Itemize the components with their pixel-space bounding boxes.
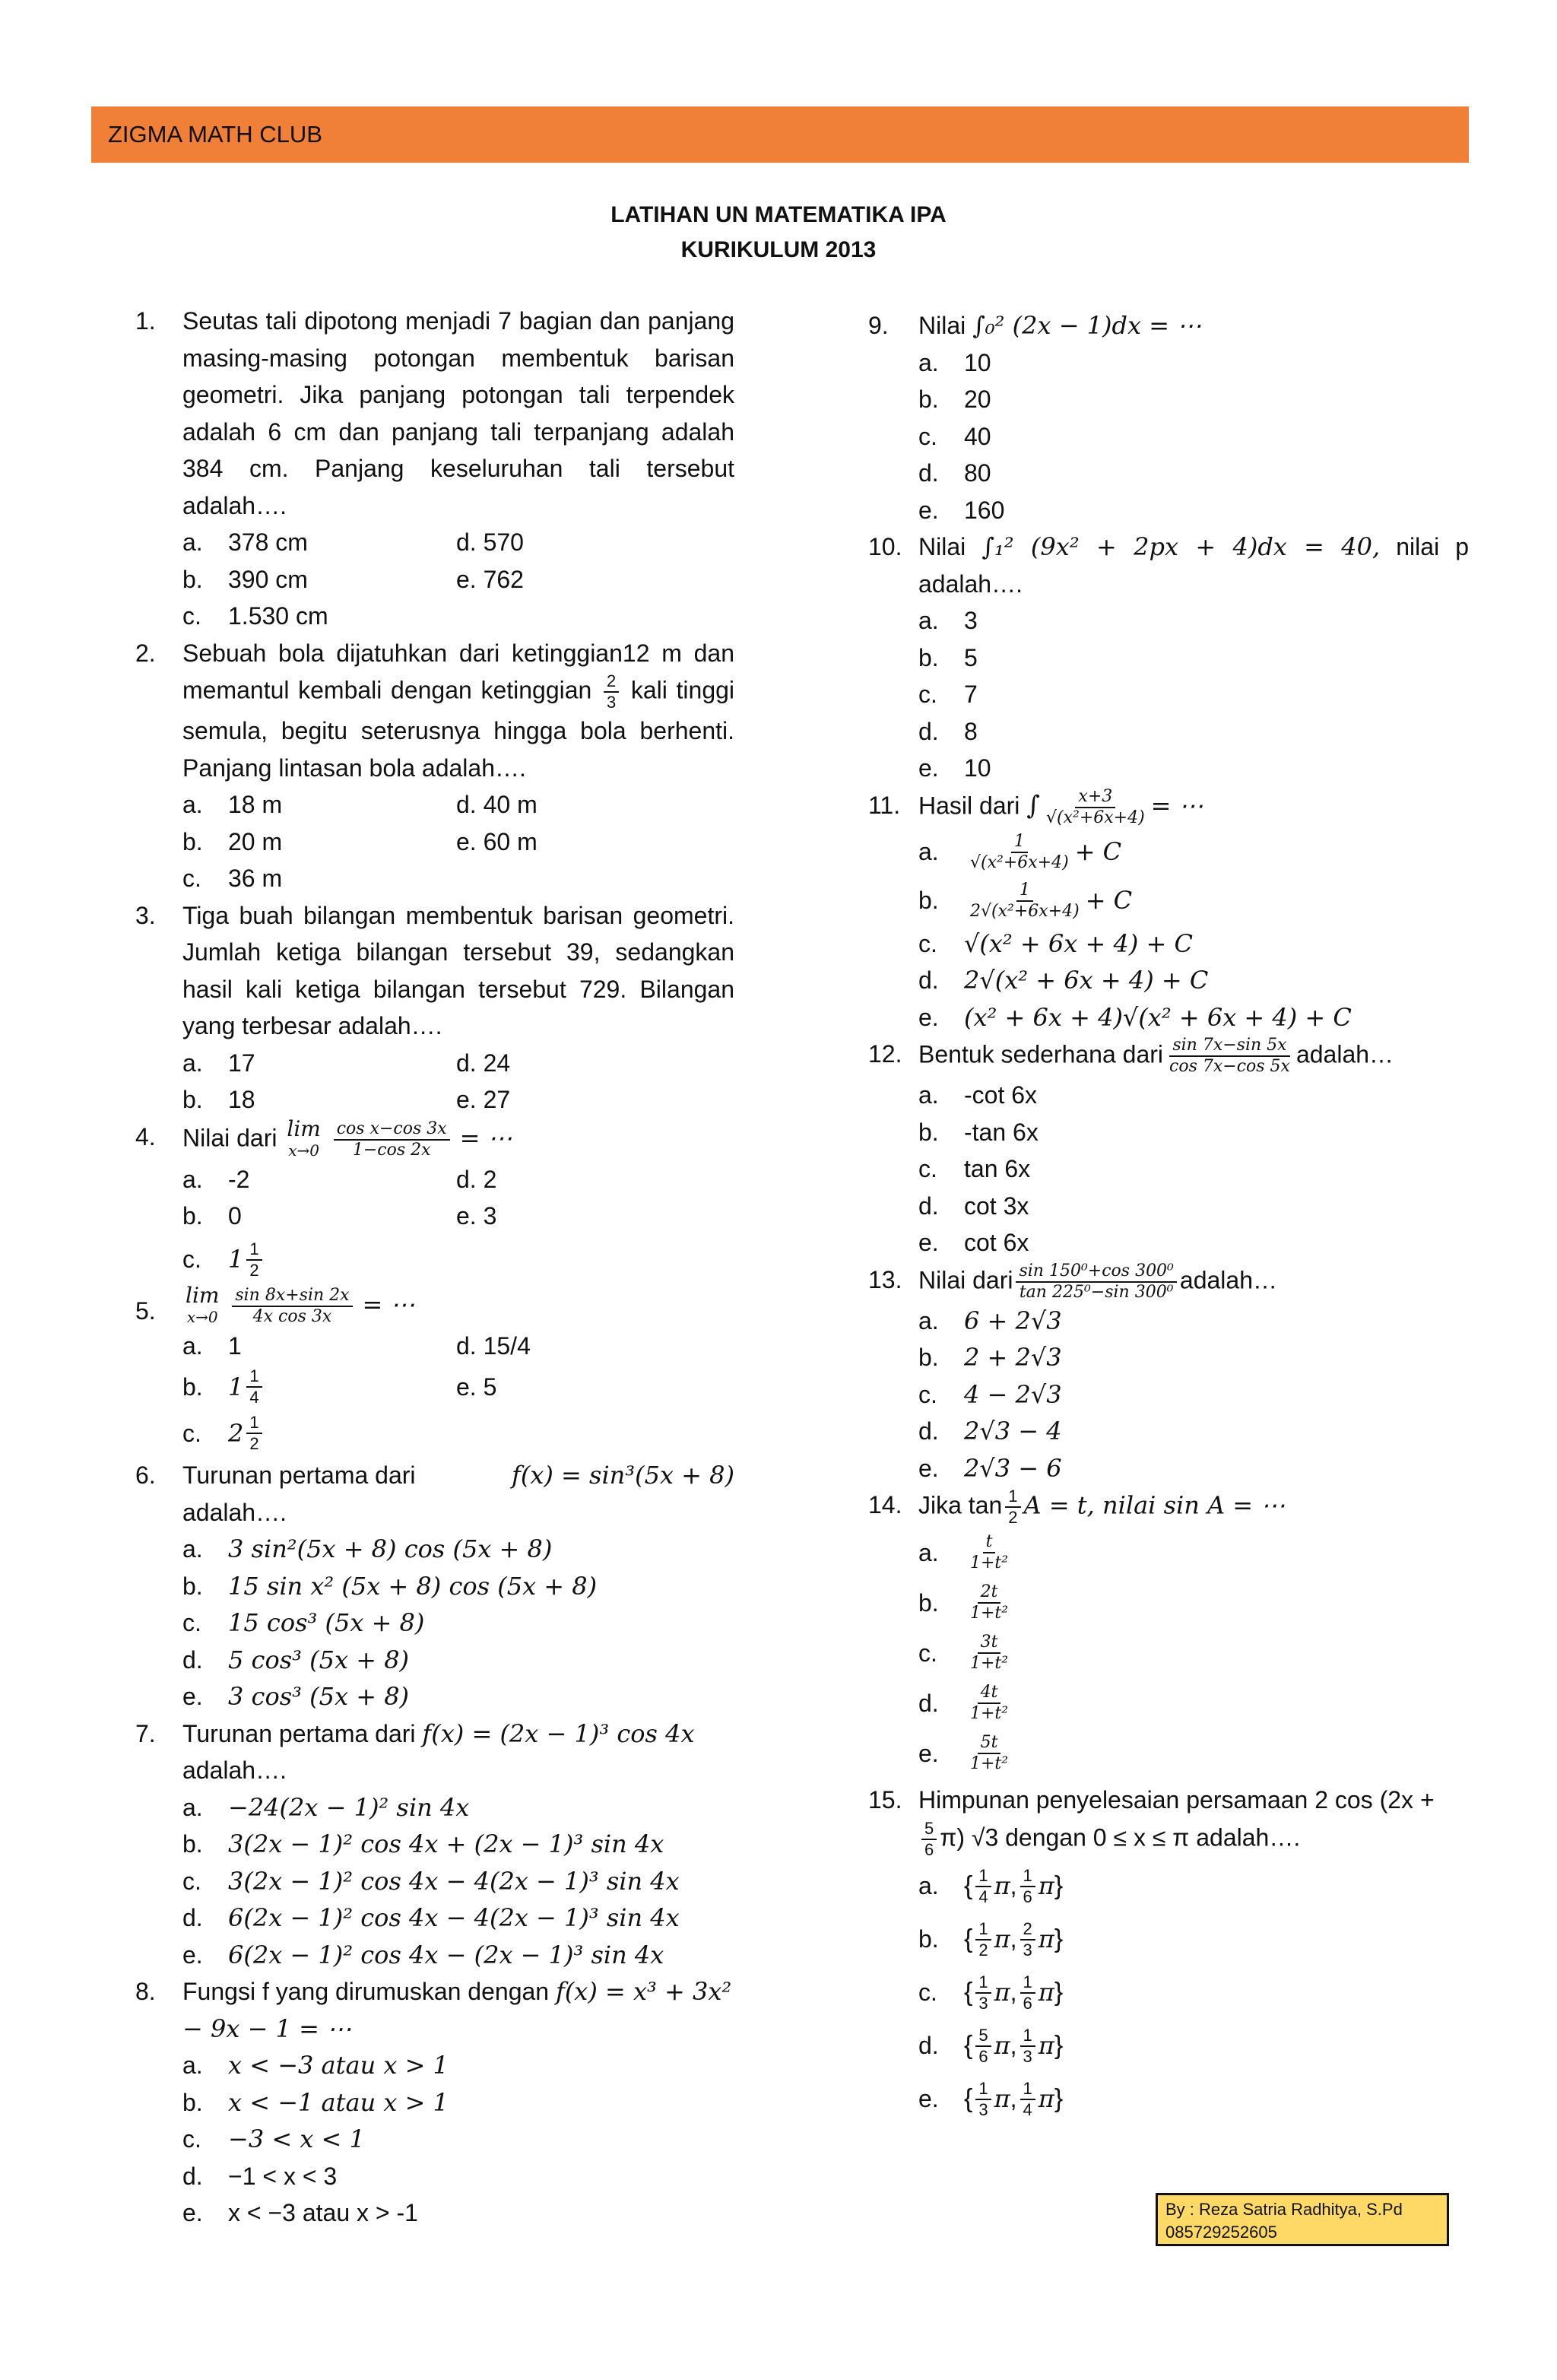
question-text: Bentuk sederhana dari $\frac{\sin 7x-\sin 5x}{\cos 7x-\cos 5x}$ adalah… bbox=[918, 1036, 1394, 1076]
option-b: 5 bbox=[964, 643, 978, 671]
option-c: 4 − 2√3 bbox=[964, 1379, 1062, 1409]
options: a. -2 d. 2 b. 0 e. 3 c. 1 $\frac{1}{2}$ bbox=[182, 1161, 734, 1285]
options: a. 1 d. 15/4 b. 1 $\frac{1}{4}$ e. 5 c. 2 $\frac{1}{2}$ bbox=[182, 1328, 734, 1458]
question-4: 4. Nilai dari lim x→0 $\frac{\text{cos x−cos 3x}}{1-\cos 2x}$ = ⋯ a. -2 d. 2 b. 0 e. 3 c. 1 $\frac{1}{2}$ bbox=[135, 1119, 734, 1285]
question-10: 10. Nilai ∫₁² (9x² + 2px + 4)dx = 40, nilai p adalah…. a. 3 b. 5 c. 7 d. 8 e. 10 bbox=[868, 528, 1469, 787]
option-d: −1 < x < 3 bbox=[228, 2162, 338, 2190]
option-c: c. { $\frac{1}{3}$ π , $\frac{1}{6}$ π } bbox=[918, 1972, 1064, 2013]
option-d: 2√3 − 4 bbox=[964, 1417, 1062, 1445]
option-b: $\frac{1}{\text{2√(x²+6x+4)}}$ bbox=[970, 880, 1080, 921]
option-d: 5 cos³ (5x + 8) bbox=[228, 1645, 410, 1674]
option-a: x < −3 atau x > 1 bbox=[228, 2051, 449, 2080]
question-text: Sebuah bola dijatuhkan dari ketinggian12 m dan memantul kembali dengan ketinggian $\frac{2}{3}$ kali tinggi semula, begitu seterusnya hingga bola berhenti. Panjang lintasan bola adalah…. bbox=[182, 639, 735, 782]
question-11: 11. Hasil dari ∫ $\frac{x+3}{\text{√(x²+6x+4)}}$ = ⋯ a. $\frac{1}{\text{√(x²+6x+4)}}$ + C b. $\frac{1}{\text{2√(x²+6x+4)}}$ + C c. √(x² + 6x + 4) + C d. 2√(x² + 6x + 4) + C e. (x² + 6x + 4)√(x² + 6x + 4) + C bbox=[868, 787, 1469, 1036]
author-name: By : Reza Satria Radhitya, S.Pd bbox=[1165, 2200, 1403, 2219]
fraction: $\frac{2}{3}$ bbox=[604, 671, 619, 712]
option-d: d. 40 m bbox=[456, 791, 537, 818]
option-d: 80 bbox=[964, 459, 991, 487]
option-a: 378 cm bbox=[228, 528, 308, 556]
question-8: 8. Fungsi f yang dirumuskan dengan f(x) = x³ + 3x² − 9x − 1 = ⋯ a. x < −3 atau x > 1 b. x < −1 atau x > 1 c. −3 < x < 1 d. −1 < x < 3 e. x < −3 atau x > -1 bbox=[135, 1973, 734, 2232]
options: a. 378 cm d. 570 b. 390 cm e. 762 c. 1.530 cm bbox=[182, 524, 734, 635]
club-name: ZIGMA MATH CLUB bbox=[108, 121, 322, 148]
option-c: 15 cos³ (5x + 8) bbox=[228, 1608, 425, 1637]
option-c: 40 bbox=[964, 422, 991, 450]
question-text: Tiga buah bilangan membentuk barisan geometri. Jumlah ketiga bilangan tersebut 39, sedangkan hasil kali ketiga bilangan tersebut 729. Bilangan yang terbesar adalah…. bbox=[182, 901, 734, 1039]
option-d: $\frac{4t}{\text{1+t²}}$ bbox=[970, 1683, 1009, 1723]
question-14: 14. Jika tan $\frac{1}{2}$ A = t, nilai sin A = ⋯ a. $\frac{t}{\text{1+t²}}$ b. $\frac{2t}{\text{1+t²}}$ c. $\frac{3t}{\text{1+t²}}$ d. $\frac{4t}{\text{1+t²}}$ e. $\frac{5t}{\text{1+t²}}$ bbox=[868, 1487, 1469, 1779]
question-3: 3. Tiga buah bilangan membentuk barisan geometri. Jumlah ketiga bilangan tersebut 39, sedangkan hasil kali ketiga bilangan tersebut 729. Bilangan yang terbesar adalah…. a. 17 d. 24 b. 18 e. 27 bbox=[135, 897, 734, 1119]
author-credit-box bbox=[1156, 2193, 1449, 2246]
option-d: d. { $\frac{5}{6}$ π , $\frac{1}{3}$ π } bbox=[918, 2025, 1064, 2066]
option-e: x < −3 atau x > -1 bbox=[228, 2199, 418, 2226]
question-text: Seutas tali dipotong menjadi 7 bagian dan panjang masing-masing potongan membentuk barisan geometri. Jika panjang potongan tali terpendek adalah 6 cm dan panjang tali terpanjang adalah 384 cm. Panjang keseluruhan tali tersebut adalah…. bbox=[182, 307, 734, 519]
question-1 bbox=[135, 303, 734, 635]
question-15: 15. Himpunan penyelesaian persamaan 2 cos (2x + $\frac{5}{6}$ π) √3 dengan 0 ≤ x ≤ π adalah…. a. { $\frac{1}{4}$ π , $\frac{1}{6}$ π } b. { $\frac{1}{2}$ π , $\frac{2}{3}$ π } c. { $\frac{1}{3}$ π , $\frac{1}{6}$ π } d. { $\frac{5}{6}$ π , $\frac{1}{3}$ π } e. { $\frac{1}{3}$ π , $\frac{1}{4}$ π } bbox=[868, 1782, 1469, 2126]
options: a. 18 m d. 40 m b. 20 m e. 60 m c. 36 m bbox=[182, 786, 734, 897]
option-c: −3 < x < 1 bbox=[228, 2125, 365, 2153]
option-a: 17 bbox=[228, 1049, 255, 1077]
question-7: 7. Turunan pertama dari f(x) = (2x − 1)³ cos 4x adalah…. a. −24(2x − 1)² sin 4x b. 3(2x − 1)² cos 4x + (2x − 1)³ sin 4x c. 3(2x − 1)² cos 4x − 4(2x − 1)³ sin 4x d. 6(2x − 1)² cos 4x − 4(2x − 1)³ sin 4x e. 6(2x − 1)² cos 4x − (2x − 1)³ sin 4x bbox=[135, 1715, 734, 1974]
option-c: √(x² + 6x + 4) + C bbox=[964, 928, 1193, 958]
option-e: 10 bbox=[964, 754, 991, 782]
option-c: tan 6x bbox=[964, 1155, 1031, 1182]
option-b: b. { $\frac{1}{2}$ π , $\frac{2}{3}$ π } bbox=[918, 1918, 1064, 1960]
option-b: 20 bbox=[964, 386, 991, 413]
option-d: 8 bbox=[964, 717, 978, 745]
option-a: 3 bbox=[964, 607, 978, 634]
option-e: cot 6x bbox=[964, 1229, 1029, 1256]
option-d: d. 24 bbox=[456, 1049, 511, 1077]
option-e: e. 60 m bbox=[456, 827, 537, 855]
question-6: 6. Turunan pertama dari f(x) = sin³(5x + 8) adalah…. a. 3 sin²(5x + 8) cos (5x + 8) b. 15 sin x² (5x + 8) cos (5x + 8) c. 15 cos³ (5x + 8) d. 5 cos³ (5x + 8) e. 3 cos³ (5x + 8) bbox=[135, 1457, 734, 1715]
option-c: 36 m bbox=[228, 865, 283, 892]
question-text: Fungsi f yang dirumuskan dengan f(x) = x³ + 3x² − 9x − 1 = ⋯ bbox=[182, 1977, 732, 2043]
option-a: 18 m bbox=[228, 791, 283, 818]
option-c: 1.530 cm bbox=[228, 602, 328, 630]
option-a: 6 + 2√3 bbox=[964, 1306, 1062, 1335]
option-d: cot 3x bbox=[964, 1192, 1029, 1220]
option-a: 10 bbox=[964, 348, 991, 376]
option-c: 7 bbox=[964, 681, 978, 708]
option-d: d. 2 bbox=[456, 1165, 497, 1193]
page-subtitle: KURIKULUM 2013 bbox=[680, 237, 877, 262]
question-text: Jika tan $\frac{1}{2}$ A = t, nilai sin A = ⋯ bbox=[918, 1487, 1286, 1527]
option-e: e. { $\frac{1}{3}$ π , $\frac{1}{4}$ π } bbox=[918, 2078, 1064, 2119]
option-a: 3 sin²(5x + 8) cos (5x + 8) bbox=[228, 1534, 553, 1563]
author-phone: 085729252605 bbox=[1165, 2223, 1277, 2242]
option-e: (x² + 6x + 4)√(x² + 6x + 4) + C bbox=[964, 1002, 1352, 1032]
option-b: 0 bbox=[228, 1202, 242, 1230]
option-b: 15 sin x² (5x + 8) cos (5x + 8) bbox=[228, 1571, 598, 1601]
option-b: 20 m bbox=[228, 827, 283, 855]
question-text: Himpunan penyelesaian persamaan 2 cos (2x + $\frac{5}{6}$ π) √3 dengan 0 ≤ x ≤ π adalah…. bbox=[918, 1786, 1435, 1859]
option-c: 1 bbox=[228, 1245, 244, 1274]
option-e: e. 27 bbox=[456, 1086, 511, 1113]
option-e: 3 cos³ (5x + 8) bbox=[228, 1682, 410, 1711]
question-text: Nilai ∫₀² (2x − 1)dx = ⋯ bbox=[918, 311, 1202, 340]
left-column bbox=[135, 303, 734, 2232]
question-number: 1. bbox=[135, 307, 156, 335]
question-9: 9. Nilai ∫₀² (2x − 1)dx = ⋯ a. 10 b. 20 c. 40 d. 80 e. 160 bbox=[868, 307, 1469, 528]
option-c: 2 bbox=[228, 1418, 244, 1448]
option-c: $\frac{3t}{\text{1+t²}}$ bbox=[970, 1633, 1009, 1673]
question-text: Nilai dari $\frac{\text{sin 150⁰+cos 300⁰}}{\text{tan 225⁰−sin 300⁰}}$ adalah… bbox=[918, 1261, 1277, 1302]
question-text: Nilai dari lim x→0 $\frac{\text{cos x−cos 3x}}{1-\cos 2x}$ = ⋯ bbox=[182, 1115, 512, 1160]
option-a: 1 bbox=[228, 1331, 242, 1360]
option-a: -2 bbox=[228, 1165, 250, 1193]
option-e: 160 bbox=[964, 496, 1005, 524]
question-5: 5. lim x→0 $\frac{\sin 8x+\sin 2x}{\text{4x cos 3x}}$ = ⋯ a. 1 d. 15/4 b. 1 $\frac{1}{4}$ e. 5 c. 2 $\frac{1}{2}$ bbox=[135, 1285, 734, 1458]
option-d: d. 15/4 bbox=[456, 1331, 531, 1360]
header-banner bbox=[91, 106, 1469, 163]
option-b: 390 cm bbox=[228, 565, 308, 593]
option-e: e. 5 bbox=[456, 1372, 497, 1401]
option-e: e. 3 bbox=[456, 1202, 497, 1230]
option-b: 18 bbox=[228, 1086, 255, 1113]
option-b: 3(2x − 1)² cos 4x + (2x − 1)³ sin 4x bbox=[228, 1829, 664, 1858]
question-12: 12. Bentuk sederhana dari $\frac{\sin 7x-\sin 5x}{\cos 7x-\cos 5x}$ adalah… a. -cot 6x b. -tan 6x c. tan 6x d. cot 3x e. cot 6x bbox=[868, 1036, 1469, 1261]
question-text: Turunan pertama dari f(x) = sin³(5x + 8) bbox=[182, 1461, 734, 1490]
question-text: Nilai ∫₁² (9x² + 2px + 4)dx = 40, nilai p adalah…. bbox=[918, 532, 1470, 598]
option-a: -cot 6x bbox=[964, 1081, 1038, 1109]
option-a: $\frac{t}{\text{1+t²}}$ bbox=[970, 1532, 1009, 1572]
option-c: 3(2x − 1)² cos 4x − 4(2x − 1)³ sin 4x bbox=[228, 1866, 680, 1896]
option-d: 6(2x − 1)² cos 4x − 4(2x − 1)³ sin 4x bbox=[228, 1903, 680, 1932]
option-b: 2 + 2√3 bbox=[964, 1343, 1062, 1372]
option-b: x < −1 atau x > 1 bbox=[228, 2087, 449, 2117]
page-title: LATIHAN UN MATEMATIKA IPA bbox=[610, 202, 947, 227]
option-e: 2√3 − 6 bbox=[964, 1453, 1062, 1483]
option-b: 1 bbox=[228, 1372, 244, 1401]
question-text: Hasil dari ∫ $\frac{x+3}{\text{√(x²+6x+4)}}$ = ⋯ bbox=[918, 786, 1203, 827]
option-e: 6(2x − 1)² cos 4x − (2x − 1)³ sin 4x bbox=[228, 1940, 664, 1969]
option-b: -tan 6x bbox=[964, 1118, 1039, 1146]
option-b: $\frac{2t}{\text{1+t²}}$ bbox=[970, 1582, 1009, 1623]
question-text: lim x→0 $\frac{\sin 8x+\sin 2x}{\text{4x cos 3x}}$ = ⋯ bbox=[186, 1282, 415, 1326]
question-text: Turunan pertama dari f(x) = (2x − 1)³ cos 4x bbox=[182, 1718, 695, 1748]
right-column bbox=[868, 303, 1469, 2126]
option-a: $\frac{1}{\text{√(x²+6x+4)}}$ bbox=[970, 831, 1069, 872]
option-a: a. { $\frac{1}{4}$ π , $\frac{1}{6}$ π } bbox=[918, 1865, 1064, 1906]
question-2: 2. Sebuah bola dijatuhkan dari ketinggian12 m dan memantul kembali dengan ketinggian $\frac{2}{3}$ kali tinggi semula, begitu seterusnya hingga bola berhenti. Panjang lintasan bola adalah…. a. 18 m d. 40 m b. 20 m e. 60 m c. 36 m bbox=[135, 635, 734, 897]
options: a. 17 d. 24 b. 18 e. 27 bbox=[182, 1045, 734, 1119]
option-e: $\frac{5t}{\text{1+t²}}$ bbox=[970, 1733, 1009, 1773]
option-e: e. 762 bbox=[456, 565, 524, 593]
option-d: d. 570 bbox=[456, 528, 524, 556]
option-d: 2√(x² + 6x + 4) + C bbox=[964, 966, 1209, 995]
option-a: −24(2x − 1)² sin 4x bbox=[228, 1792, 470, 1822]
question-13: 13. Nilai dari $\frac{\text{sin 150⁰+cos 300⁰}}{\text{tan 225⁰−sin 300⁰}}$ adalah… a. 6 + 2√3 b. 2 + 2√3 c. 4 − 2√3 d. 2√3 − 4 e. 2√3 − 6 bbox=[868, 1261, 1469, 1487]
